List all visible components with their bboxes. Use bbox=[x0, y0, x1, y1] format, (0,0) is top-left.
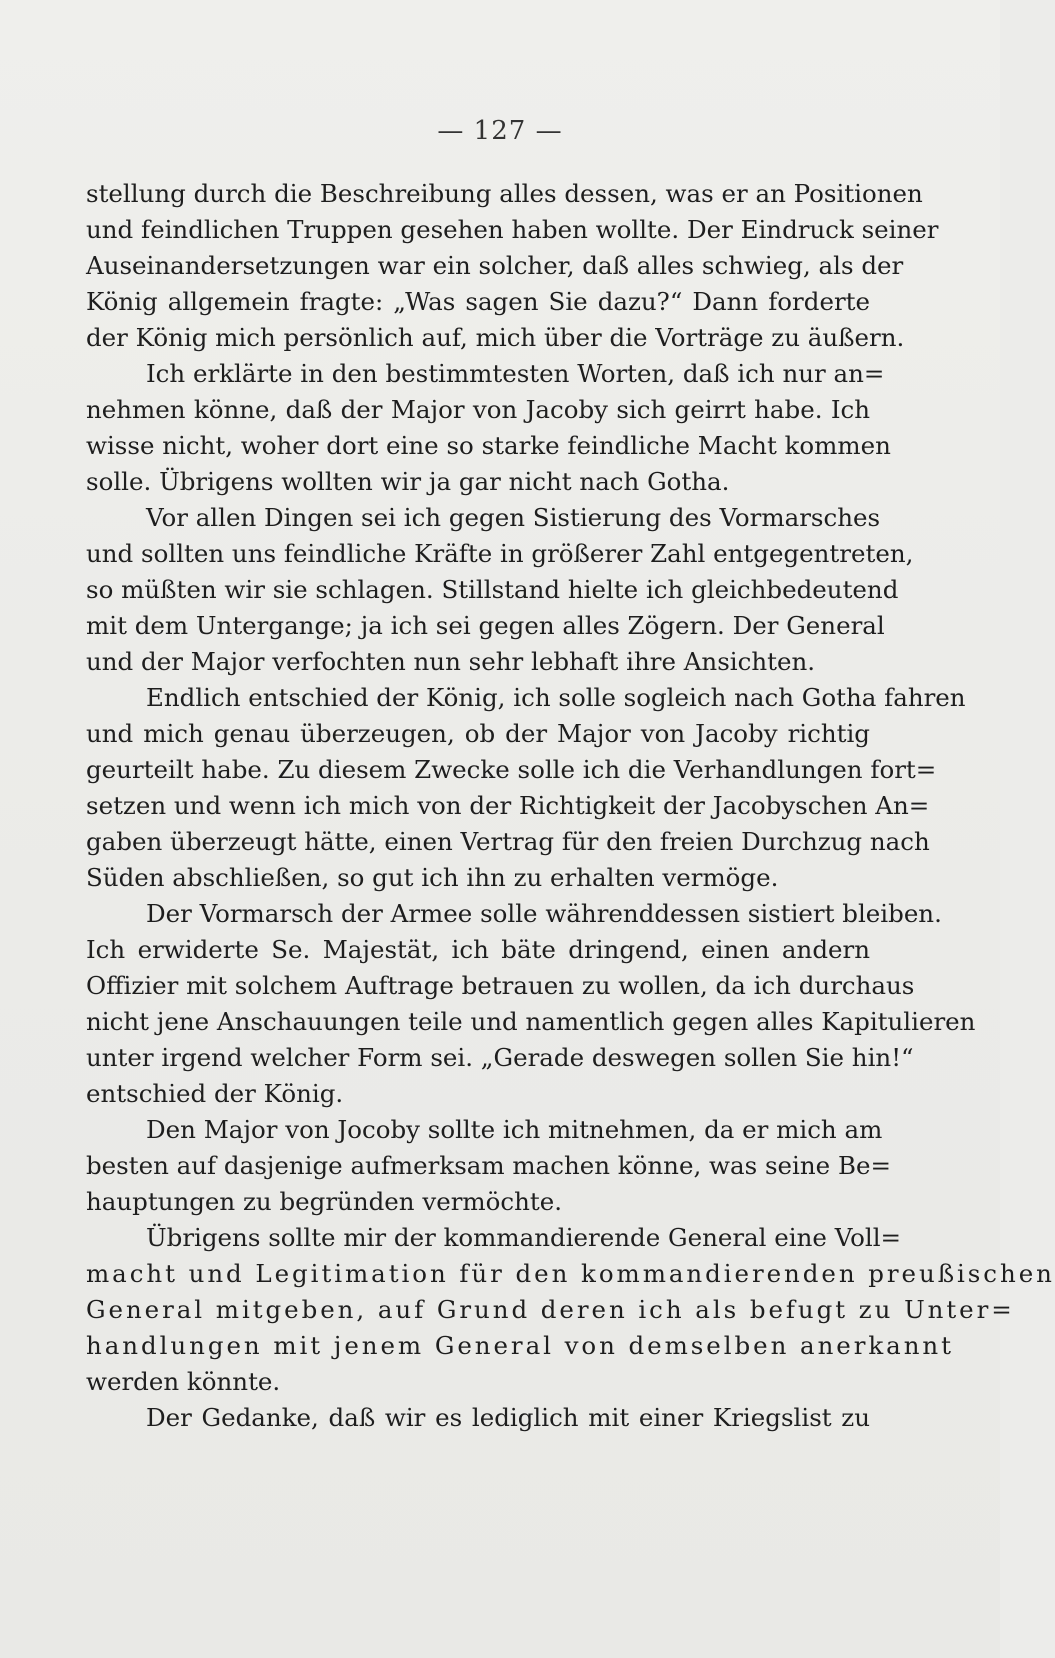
text-line: werden könnte. bbox=[86, 1367, 281, 1396]
text-line: der König mich persönlich auf, mich über die Vorträge zu äußern. bbox=[86, 323, 905, 352]
page-number: — 127 — bbox=[437, 116, 563, 146]
text-line: Offizier mit solchem Auftrage betrauen zu wollen, da ich durchaus bbox=[86, 971, 915, 1000]
text-line: und sollten uns feindliche Kräfte in größerer Zahl entgegentreten, bbox=[86, 539, 914, 568]
text-line: mit dem Untergange; ja ich sei gegen alles Zögern. Der General bbox=[86, 611, 885, 640]
text-line: geurteilt habe. Zu diesem Zwecke solle ich die Verhandlungen fort= bbox=[86, 755, 937, 784]
text-line: Der Gedanke, daß wir es lediglich mit einer Kriegslist zu bbox=[146, 1403, 870, 1432]
paragraph bbox=[86, 680, 966, 896]
text-line: besten auf dasjenige aufmerksam machen könne, was seine Be= bbox=[86, 1151, 891, 1180]
text-line: und der Major verfochten nun sehr lebhaft ihre Ansichten. bbox=[86, 647, 816, 676]
text-line: nicht jene Anschauungen teile und namentlich gegen alles Kapitulieren bbox=[86, 1007, 976, 1036]
text-line: Vor allen Dingen sei ich gegen Sistierung des Vormarsches bbox=[146, 503, 881, 532]
paragraph bbox=[86, 1400, 870, 1436]
text-line: hauptungen zu begründen vermöchte. bbox=[86, 1187, 563, 1216]
text-line: König allgemein fragte: „Was sagen Sie dazu?“ Dann forderte bbox=[86, 287, 870, 316]
paragraph bbox=[86, 356, 891, 500]
text-line: unter irgend welcher Form sei. „Gerade deswegen sollen Sie hin!“ bbox=[86, 1043, 914, 1072]
text-line: General mitgeben, auf Grund deren ich als befugt zu Unter= bbox=[86, 1295, 1015, 1324]
paragraph bbox=[86, 1112, 891, 1220]
text-line: Endlich entschied der König, ich solle sogleich nach Gotha fahren bbox=[146, 683, 966, 712]
text-line: Übrigens sollte mir der kommandierende General eine Voll= bbox=[146, 1223, 902, 1252]
text-line: Süden abschließen, so gut ich ihn zu erhalten vermöge. bbox=[86, 863, 779, 892]
text-line: entschied der König. bbox=[86, 1079, 344, 1108]
text-line: nehmen könne, daß der Major von Jacoby sich geirrt habe. Ich bbox=[86, 395, 870, 424]
paragraph bbox=[86, 1220, 1055, 1400]
text-line: Den Major von Jocoby sollte ich mitnehmen, da er mich am bbox=[146, 1115, 883, 1144]
text-line: gaben überzeugt hätte, einen Vertrag für den freien Durchzug nach bbox=[86, 827, 930, 856]
body-text bbox=[86, 176, 1055, 1436]
text-line: und mich genau überzeugen, ob der Major von Jacoby richtig bbox=[86, 719, 870, 748]
text-line: Der Vormarsch der Armee solle währenddessen sistiert bleiben. bbox=[146, 899, 942, 928]
text-line: Ich erklärte in den bestimmtesten Worten, daß ich nur an= bbox=[146, 359, 885, 388]
text-line: setzen und wenn ich mich von der Richtigkeit der Jacobyschen An= bbox=[86, 791, 930, 820]
paragraph bbox=[86, 500, 914, 680]
text-line: stellung durch die Beschreibung alles dessen, was er an Positionen bbox=[86, 179, 923, 208]
text-line: und feindlichen Truppen gesehen haben wollte. Der Eindruck seiner bbox=[86, 215, 939, 244]
text-line: solle. Übrigens wollten wir ja gar nicht nach Gotha. bbox=[86, 467, 730, 496]
text-line: Auseinandersetzungen war ein solcher, daß alles schwieg, als der bbox=[86, 251, 904, 280]
paragraph bbox=[86, 896, 976, 1112]
text-line: wisse nicht, woher dort eine so starke feindliche Macht kommen bbox=[86, 431, 891, 460]
text-line: Ich erwiderte Se. Majestät, ich bäte dringend, einen andern bbox=[86, 935, 870, 964]
text-line: so müßten wir sie schlagen. Stillstand hielte ich gleichbedeutend bbox=[86, 575, 899, 604]
paragraph bbox=[86, 176, 939, 356]
text-line: handlungen mit jenem General von demselben anerkannt bbox=[86, 1331, 954, 1360]
text-line: macht und Legitimation für den kommandierenden preußischen bbox=[86, 1259, 1055, 1288]
